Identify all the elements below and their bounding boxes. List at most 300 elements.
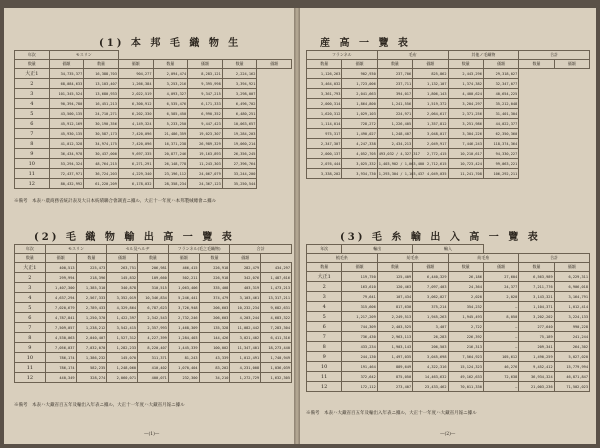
value-cell: 6,171,333 — [188, 99, 223, 109]
table-header-row — [15, 245, 292, 254]
value-cell: 43,500,135 — [49, 109, 84, 119]
value-cell: 135,328 — [199, 323, 230, 333]
year-cell: 2 — [307, 282, 342, 292]
value-cell: — — [483, 302, 518, 312]
value-cell: 2,224,162 — [222, 69, 257, 79]
page-number-left: —(1)— — [144, 432, 160, 437]
value-cell: 62,350,360 — [483, 129, 518, 139]
value-cell: 1,250,370 — [76, 313, 107, 323]
value-cell: 3,304,226 — [448, 129, 483, 139]
column-header: 紡毛糸 — [448, 254, 519, 263]
value-cell: 403,319 — [230, 283, 261, 293]
value-cell: 225,473 — [76, 263, 107, 273]
year-cell: 11 — [15, 169, 50, 179]
value-cell: 9,395,998 — [188, 79, 223, 89]
value-cell: 46,276 — [483, 362, 518, 372]
year-cell: 大正1 — [15, 263, 46, 273]
value-cell: 71,502,023 — [554, 382, 589, 392]
value-cell: 2,789,433 — [76, 303, 107, 313]
value-cell: — — [483, 322, 518, 332]
year-cell: 3 — [15, 89, 50, 99]
value-cell: 1,497,035 — [377, 352, 412, 362]
value-cell: 1,104,371 — [519, 302, 554, 312]
value-cell: 786,174 — [45, 363, 76, 373]
value-cell: 4,149,324 — [118, 119, 153, 129]
value-cell: 786,174 — [45, 353, 76, 363]
value-cell: 4,093,327 — [153, 89, 188, 99]
table-row — [15, 343, 292, 353]
table-row — [307, 69, 590, 79]
value-cell: 125,409 — [377, 272, 412, 282]
wool-export-table — [14, 244, 292, 383]
value-cell: 6,535,476 — [153, 99, 188, 109]
year-cell: 3 — [307, 292, 342, 302]
table-row — [307, 302, 590, 312]
table-row — [307, 89, 590, 99]
value-cell: 4,329,864 — [107, 303, 138, 313]
table-row — [307, 382, 590, 392]
value-cell: 206,603 — [199, 313, 230, 323]
value-cell: 48,764,215 — [84, 159, 119, 169]
value-cell: 107,434 — [377, 292, 412, 302]
value-cell: 3,338,202 — [307, 169, 342, 179]
table-header-row — [307, 254, 590, 263]
value-cell: 30,587,173 — [84, 129, 119, 139]
value-cell: 1,272,729 — [230, 373, 261, 383]
value-cell: 2,712,615 — [413, 159, 448, 169]
value-cell: 11,347,401 — [230, 343, 261, 353]
column-header: 価額 — [342, 263, 377, 272]
value-cell: 310,515 — [138, 283, 169, 293]
value-cell: 100,002 — [199, 343, 230, 353]
column-header: 価額 — [554, 263, 589, 272]
value-cell: 375,214 — [413, 302, 448, 312]
value-cell: 19,023,307 — [188, 129, 223, 139]
value-cell: 206,981 — [138, 263, 169, 273]
value-cell: 1,374,382 — [448, 79, 483, 89]
value-cell: 216,313 — [448, 342, 483, 352]
value-cell: 1,266,384 — [118, 79, 153, 89]
value-cell: 19,284,203 — [222, 129, 257, 139]
column-header: 数量 — [199, 254, 230, 263]
value-cell: 3,726,948 — [168, 303, 199, 313]
column-header: フランネル(毛之毛織物) — [168, 245, 230, 254]
table-row — [15, 69, 292, 79]
year-cell: 10 — [15, 353, 46, 363]
value-cell: 218,396 — [76, 273, 107, 283]
value-cell: 24,364 — [448, 282, 483, 292]
value-cell: 2,342,543 — [138, 313, 169, 323]
table-row — [15, 149, 292, 159]
value-cell: 10,063,657 — [222, 119, 257, 129]
value-cell: 1,445,339 — [168, 343, 199, 353]
column-header: 価額 — [483, 60, 518, 69]
column-header: 其他ノ毛織物 — [448, 51, 519, 60]
value-cell: 1,519,372 — [413, 99, 448, 109]
value-cell: 7,420,096 — [118, 129, 153, 139]
table-row — [15, 293, 292, 303]
year-cell: 9 — [15, 149, 50, 159]
value-cell: 2,347,307 — [307, 139, 342, 149]
table-row — [307, 332, 590, 342]
column-header: 数量 — [222, 60, 257, 69]
value-cell: 400,513 — [45, 263, 76, 273]
column-header: 価額 — [230, 254, 261, 263]
value-cell: 4,229,340 — [118, 169, 153, 179]
year-cell: 11 — [307, 372, 342, 382]
value-cell: 26,989,329 — [188, 139, 223, 149]
value-cell: 24,710,271 — [84, 109, 119, 119]
value-cell: 4,049,035 — [413, 169, 448, 179]
value-cell: 1,473,213 — [261, 283, 292, 293]
wool-production-table-right — [306, 50, 590, 179]
year-cell: 12 — [15, 373, 46, 383]
value-cell: 53,294,324 — [49, 159, 84, 169]
year-cell: 7 — [15, 323, 46, 333]
value-cell: 31,401,304 — [483, 109, 518, 119]
value-cell: 7,032,070 — [76, 343, 107, 353]
value-cell: 875,050 — [377, 372, 412, 382]
value-cell: 7,283,304 — [261, 323, 292, 333]
value-cell: 2,094,474 — [153, 69, 188, 79]
value-cell: 1,407,300 — [45, 283, 76, 293]
value-cell: 4,322,316 — [413, 362, 448, 372]
value-cell: 3,021,402 — [230, 333, 261, 343]
value-cell: 990,228 — [554, 322, 589, 332]
value-cell: 72,638 — [483, 372, 518, 382]
value-cell: 90,394,780 — [49, 99, 84, 109]
value-cell: 144,426 — [199, 333, 230, 343]
table-row — [15, 109, 292, 119]
value-cell: 2,371,256 — [448, 109, 483, 119]
value-cell: 410,402 — [138, 363, 169, 373]
value-cell: 1,217,209 — [342, 312, 377, 322]
value-cell: 145,832 — [107, 273, 138, 283]
value-cell: 2,249,513 — [377, 312, 412, 322]
value-cell: 3,048,017 — [413, 129, 448, 139]
table-header-row — [15, 51, 292, 60]
value-cell: 2,000,137 — [307, 149, 342, 159]
value-cell: 34,974,175 — [84, 139, 119, 149]
value-cell: 172,112 — [342, 382, 377, 392]
value-cell: 1,029,103 — [342, 109, 377, 119]
table-row — [15, 119, 292, 129]
value-cell: 106,292,211 — [483, 169, 518, 179]
value-cell: 1,282,233 — [107, 343, 138, 353]
column-header: 数量 — [307, 60, 342, 69]
value-cell: 374,479 — [199, 293, 230, 303]
value-cell: — — [483, 332, 518, 342]
value-cell: 6,496,702 — [222, 99, 257, 109]
year-cell: 3 — [15, 283, 46, 293]
value-cell: 889,649 — [377, 362, 412, 372]
year-cell: 2 — [15, 79, 50, 89]
value-cell: 1,248,060 — [107, 363, 138, 373]
column-header: 価額 — [107, 254, 138, 263]
column-header: 数量 — [519, 263, 554, 272]
table-row — [307, 342, 590, 352]
value-cell: 7,509,057 — [45, 323, 76, 333]
year-cell: 5 — [307, 312, 342, 322]
value-cell: 101,345,524 — [49, 89, 84, 99]
value-cell: 2,403,525 — [377, 322, 412, 332]
value-cell: 6,990,352 — [188, 109, 223, 119]
value-cell: 1,903,143 — [377, 342, 412, 352]
column-header: 数量 — [519, 60, 554, 69]
value-cell: 36,934,324 — [519, 372, 554, 382]
value-cell: 232,300 — [168, 373, 199, 383]
table-row — [307, 159, 590, 169]
value-cell: 315,606 — [342, 302, 377, 312]
value-cell: 226,918 — [199, 263, 230, 273]
value-cell: 36,724,203 — [84, 169, 119, 179]
left-page — [4, 8, 294, 444]
value-cell: 311,371 — [138, 353, 169, 363]
year-cell: 6 — [15, 313, 46, 323]
table-row — [15, 79, 292, 89]
value-cell: 15,124,323 — [448, 362, 483, 372]
value-cell: 13,680,933 — [84, 89, 119, 99]
column-header: 価額 — [257, 60, 292, 69]
value-cell: 2,040,407 — [76, 333, 107, 343]
value-cell: 11,082,442 — [230, 323, 261, 333]
column-header: フランネル — [307, 51, 378, 60]
value-cell: 9,347,215 — [188, 89, 223, 99]
year-cell: 7 — [307, 332, 342, 342]
value-cell: 1,132,107 — [413, 79, 448, 89]
table-row — [15, 159, 292, 169]
column-header: 数量 — [377, 60, 412, 69]
value-cell: 29,318,027 — [483, 69, 518, 79]
value-cell: 105,612 — [483, 352, 518, 362]
table-row — [307, 99, 590, 109]
year-cell: 9 — [15, 343, 46, 353]
table-row — [307, 129, 590, 139]
value-cell: 5,027,020 — [554, 352, 589, 362]
value-cell: 80,432,992 — [49, 179, 84, 189]
value-cell: 241,244 — [554, 332, 589, 342]
value-cell: 6,271,291 — [118, 159, 153, 169]
value-cell: 7,420,096 — [118, 139, 153, 149]
value-cell: 119,750 — [342, 272, 377, 282]
value-cell: 28,358,234 — [153, 179, 188, 189]
value-cell: 4,787,841 — [45, 313, 76, 323]
table-row — [307, 292, 590, 302]
value-cell: 24,367,123 — [188, 179, 223, 189]
value-cell: 1,036,039 — [261, 363, 292, 373]
year-cell: 4 — [15, 293, 46, 303]
value-cell: 14,463,632 — [413, 372, 448, 382]
value-cell: 21,486,359 — [153, 129, 188, 139]
value-cell: 6,178,032 — [118, 179, 153, 189]
value-cell: 16,451,213 — [84, 99, 119, 109]
value-cell: 75,189 — [519, 332, 554, 342]
table-header-row — [307, 51, 590, 60]
value-cell: 2,772,415 — [413, 149, 448, 159]
year-cell: 4 — [15, 99, 50, 109]
value-cell: 16,388,703 — [84, 69, 119, 79]
value-cell: 23,196,112 — [153, 169, 188, 179]
table1-note: ※備考 本表ハ農商務省統計表及大日本紡績聯合會調査ニ據ル、大正十一年度ハ本邦製絨總會ニ據ル — [14, 199, 217, 204]
column-header: モスリン — [49, 51, 118, 60]
value-cell: 11,241,708 — [448, 169, 483, 179]
table-row — [307, 119, 590, 129]
value-cell: 6,229,311 — [554, 272, 589, 282]
column-header: 数量 — [448, 263, 483, 272]
value-cell: 11,243,303 — [188, 159, 223, 169]
value-cell: 99,063,221 — [483, 159, 518, 169]
year-cell: 12 — [15, 179, 50, 189]
value-cell: 328,274 — [76, 373, 107, 383]
column-header: 輸入 — [413, 245, 484, 254]
table-row — [15, 313, 292, 323]
column-header: 価額 — [554, 60, 589, 69]
value-cell: 2,000,314 — [307, 99, 342, 109]
value-cell: 1,806,143 — [413, 89, 448, 99]
value-cell: 3,251,986 — [448, 119, 483, 129]
value-cell: 81,243 — [168, 353, 199, 363]
value-cell: 10,210,617 — [448, 149, 483, 159]
value-cell: 6,787,623 — [138, 303, 169, 313]
value-cell: 394,017 — [377, 89, 412, 99]
value-cell: 26,148,778 — [153, 159, 188, 169]
value-cell: 237,706 — [377, 69, 412, 79]
value-cell: 7,446,243 — [448, 139, 483, 149]
value-cell: 35,250,544 — [222, 179, 257, 189]
value-cell: — — [483, 382, 518, 392]
value-cell: 8,050 — [483, 312, 518, 322]
value-cell: 1,357,812 — [413, 119, 448, 129]
value-cell: 744,309 — [342, 322, 377, 332]
table-row — [307, 322, 590, 332]
column-header: 価額 — [45, 254, 76, 263]
value-cell: 4,247,338 — [342, 139, 377, 149]
value-cell: 4,052,705 — [342, 149, 377, 159]
value-cell: 34,210 — [199, 373, 230, 383]
value-cell: 1,740,949 — [261, 353, 292, 363]
value-cell: 19,163,893 — [188, 149, 223, 159]
value-cell: 3,224,133 — [554, 312, 589, 322]
year-cell: 9 — [307, 352, 342, 362]
value-cell: 1,403,902 / 1,063,400 — [377, 159, 412, 169]
value-cell: 1,945,493 — [448, 312, 483, 322]
table-row — [15, 99, 292, 109]
value-cell: 273,407 — [377, 382, 412, 392]
table-row — [307, 352, 590, 362]
year-cell: 10 — [15, 159, 50, 169]
value-cell: 728,272 — [342, 119, 377, 129]
value-cell: 3,542,415 — [107, 323, 138, 333]
value-cell: 2,049,917 — [413, 139, 448, 149]
value-cell: 3,204,297 — [448, 99, 483, 109]
value-cell: 7,097,403 — [413, 282, 448, 292]
value-cell: 244,130 — [342, 352, 377, 362]
value-cell: — — [483, 342, 518, 352]
year-cell: 12 — [307, 382, 342, 392]
value-cell: 400,071 — [138, 373, 169, 383]
value-cell: 3,202,202 — [519, 312, 554, 322]
value-cell: 1,114,014 — [307, 119, 342, 129]
value-cell: 34,735,377 — [49, 69, 84, 79]
value-cell: 1,468,309 — [168, 323, 199, 333]
table-row — [307, 149, 590, 159]
value-cell: 1,723,006 — [342, 79, 377, 89]
value-cell: 1,226,405 — [377, 119, 412, 129]
column-header: モスリン — [45, 245, 107, 254]
value-cell: 440,349 — [45, 373, 76, 383]
value-cell: 2,357,993 — [138, 323, 169, 333]
value-cell: 70,011,330 — [448, 382, 483, 392]
table-row — [15, 323, 292, 333]
value-cell: 6,480,251 — [222, 109, 257, 119]
column-header: 数量 — [153, 60, 188, 69]
column-header: 価額 — [118, 60, 153, 69]
value-cell: 8,283,121 — [188, 69, 223, 79]
value-cell: 2,434,213 — [377, 139, 412, 149]
table3-title: (3) 毛 糸 輸 出 入 高 一 覽 表 — [340, 232, 541, 243]
value-cell: 45,912,169 — [49, 119, 84, 129]
table1-title-cont: 産 高 一 覽 表 — [320, 38, 411, 49]
value-cell: 9,682,631 — [261, 303, 292, 313]
value-cell: 1,241,556 — [377, 99, 412, 109]
value-cell: 3,253,216 — [153, 79, 188, 89]
column-header: 数量 — [138, 254, 169, 263]
value-cell: 21,003,236 — [519, 382, 554, 392]
value-cell: 9,452,412 — [519, 362, 554, 372]
column-header: 価額 — [413, 263, 448, 272]
table1-title: (1) 本 邦 毛 織 物 生 — [99, 38, 242, 49]
column-header: 価額 — [342, 60, 377, 69]
value-cell: 1,490,259 — [519, 352, 554, 362]
value-cell: 340,878 — [107, 283, 138, 293]
column-header: 毛布 — [377, 51, 448, 60]
table-row — [307, 139, 590, 149]
value-cell: 2,076,444 — [307, 159, 342, 169]
year-cell: 11 — [15, 363, 46, 373]
table-row — [15, 303, 292, 313]
value-cell: 4,203,244 — [230, 313, 261, 323]
value-cell: 44,022,377 — [483, 119, 518, 129]
value-cell: 4,683,322 — [261, 313, 292, 323]
column-header: 数量 — [377, 263, 412, 272]
value-cell: 434,297 — [261, 263, 292, 273]
value-cell: 6,585,450 — [153, 109, 188, 119]
table-row — [15, 273, 292, 283]
value-cell: 18,273,440 — [261, 343, 292, 353]
table-row — [307, 362, 590, 372]
year-cell: 大正1 — [307, 272, 342, 282]
value-cell: 1,293,304 / 1,103,437 — [377, 169, 412, 179]
value-cell: 13,103,407 — [84, 79, 119, 89]
value-cell: 7,056,037 — [45, 343, 76, 353]
value-cell: 27,604 — [483, 272, 518, 282]
value-cell: 206,603 — [199, 303, 230, 313]
column-header: 合計 — [519, 254, 590, 263]
column-header: 輸出 — [342, 245, 413, 254]
value-cell: 263,751 — [107, 263, 138, 273]
value-cell: 7,020,679 — [45, 303, 76, 313]
value-cell: 299,994 — [45, 273, 76, 283]
table-row — [15, 129, 292, 139]
column-header: 合計 — [519, 51, 590, 60]
year-cell: 7 — [15, 129, 50, 139]
year-cell: 大正1 — [15, 69, 50, 79]
value-cell: 2,567,333 — [76, 293, 107, 303]
value-cell: 466,415 — [168, 263, 199, 273]
column-header: 年次 — [15, 51, 50, 60]
value-cell: 817,630 — [377, 302, 412, 312]
value-cell: 2,963,113 — [377, 332, 412, 342]
